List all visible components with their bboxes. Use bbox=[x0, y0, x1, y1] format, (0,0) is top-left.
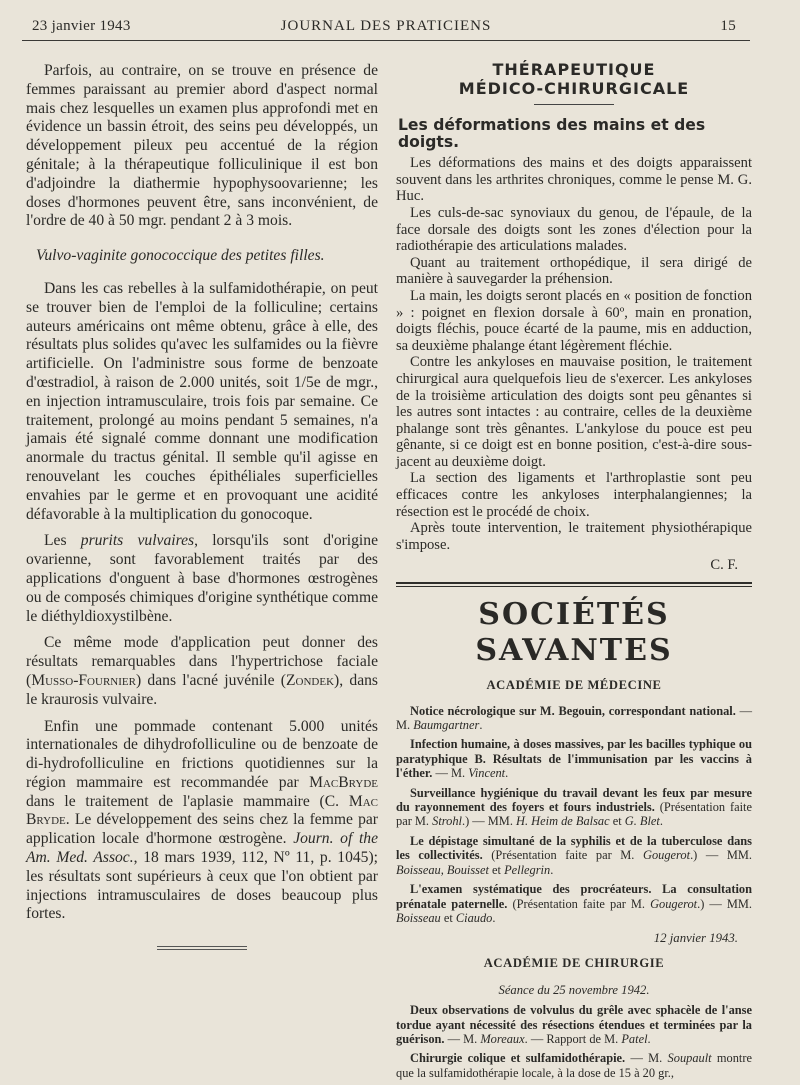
paragraph: Les prurits vulvaires, lorsqu'ils sont d'origine ovarienne, sont favorablement traités par des applications d'onguent à base d'hormones œstrogènes ou de composés chimiques d'origine synthétique comme le diéthyldioxystilbène. bbox=[26, 532, 378, 625]
header-rule bbox=[22, 40, 750, 41]
list-item: Notice nécrologique sur M. Begouin, correspondant national. — M. Baumgartner. bbox=[396, 703, 752, 733]
list-item: Infection humaine, à doses massives, par les bacilles typhique ou paratyphique B. Résultats de l'immunisation par les vaccins à l'éther. — M. Vincent. bbox=[396, 737, 752, 781]
paragraph: La main, les doigts seront placés en « position de fonction » : poignet en flexion dorsale à 60º, main en pronation, doigts fléchis, pouce écarté de la paume, mis en adduction, sa deuxième phalange étant légèrement fléchie. bbox=[396, 287, 752, 354]
article-signature: C. F. bbox=[710, 557, 738, 574]
seance-date: Séance du 25 novembre 1942. bbox=[498, 982, 650, 997]
paragraph: Parfois, au contraire, on se trouve en présence de femmes paraissant au premier abord d'aspect normal mais chez lesquelles un examen plus approfondi met en évidence un bassin étroit, des seins peu développés, un développement pileux peu accentué de la région génitale; à la thérapeutique folliculinique il est bon d'adjoindre la diathermie hypophysoovarienne; les doses d'hormones peuvent être, sans inconvénient, de l'ordre de 40 à 50 mgr. pendant 2 à 3 mois. bbox=[26, 62, 378, 230]
paragraph: Les déformations des mains et des doigts apparaissent souvent dans les arthrites chroniques, comme le pense M. G. Huc. bbox=[396, 155, 752, 205]
article-title: Les déformations des mains et des doigts. bbox=[398, 116, 706, 151]
header-date: 23 janvier 1943 bbox=[32, 18, 131, 34]
paragraph: Dans les cas rebelles à la sulfamidothérapie, on peut se trouver bien de l'emploi de la folliculine; certains auteurs américains ont même obtenu, grâce à elle, des résultats plus solides qu'avec les sulfamides ou la fièvre artificielle. On l'administre sous forme de benzoate d'œstradiol, à raison de 2.000 unités, soit 1/5e de mgr., en injection intramusculaire, trois fois par semaine. Ce traitement, prolongé au moins pendant 5 semaines, n'a jamais été signalé comme donnant une modification anormale du tractus génital. Il semble qu'il agisse en renouvelant les couches épithéliales superficielles envahies par le germe et en provoquant une acidité défavorable à la multiplication du gonocoque. bbox=[26, 279, 378, 523]
academie-medecine-heading: ACADÉMIE DE MÉDECINE bbox=[486, 678, 662, 693]
list-item: L'examen systématique des procréateurs. La consultation prénatale paternelle. (Présentation faite par M. Gougerot.) — MM. Boisseau et Ciaudo. bbox=[396, 882, 752, 925]
paragraph: Quant au traitement orthopédique, il sera dirigé de manière à sauvegarder la préhension. bbox=[396, 254, 752, 288]
list-item: Chirurgie colique et sulfamidothérapie. — M. Soupault montre que la sulfamidothérapie locale, à la dose de 15 à 20 gr., bbox=[396, 1051, 752, 1080]
subheading-vulvo-vaginite: Vulvo-vaginite gonococcique des petites filles. bbox=[36, 247, 325, 265]
paragraph: Les culs-de-sac synoviaux du genou, de l'épaule, de la face dorsale des doigts sont les zones d'élection pour la radiothérapie des articulations malades. bbox=[396, 204, 752, 255]
session-date: 12 janvier 1943. bbox=[653, 931, 738, 946]
list-item: Surveillance hygiénique du travail devant les feux par mesure du rayonnement des foyers et fours industriels. (Présentation faite par M. Strohl.) — MM. H. Heim de Balsac et G. Blet. bbox=[396, 785, 752, 829]
section-title-rule bbox=[534, 104, 614, 105]
journal-title: JOURNAL DES PRATICIENS bbox=[280, 18, 492, 34]
list-item: Le dépistage simultané de la syphilis et de la tuberculose dans les collectivités. (Présentation faite par M. Gougerot.) — MM. Boisseau, Bouisset et Pellegrin. bbox=[396, 833, 753, 877]
societes-savantes-heading: SOCIÉTÉS SAVANTES bbox=[475, 597, 673, 669]
page-number: 15 bbox=[720, 18, 736, 34]
paragraph: Contre les ankyloses en mauvaise position, le traitement chirurgical aura quelquefois lieu de s'exercer. Les ankyloses de la troisième articulation des doigts sont peu gênantes si les autres sont intactes : au contraire, celles de la deuxième phalange sont très gênantes. L'ankylose du pouce est peu gênante, si ce doigt est en bonne position, c'est-à-dire sous-jacent au deuxième doigt. bbox=[396, 354, 752, 470]
section-title: THÉRAPEUTIQUE MÉDICO-CHIRURGICALE bbox=[458, 60, 690, 98]
paragraph: Enfin une pommade contenant 5.000 unités internationales de dihydrofolliculine ou de benzoate de di-hydrofolliculine en frictions quotidiennes sur la région mammaire est recommandée par MacBryde dans le traitement de l'aplasie mammaire (C. Mac Bryde. Le développement des seins chez la femme par application locale d'hormone œstrogène. Journ. of the Am. Med. Assoc., 18 mars 1939, 112, Nº 11, p. 1045); les résultats sont supérieurs à ceux que l'on obtient par injections intramusculaires de doses beaucoup plus fortes. bbox=[26, 717, 378, 923]
left-column bbox=[26, 62, 378, 950]
list-item: Deux observations de volvulus du grêle avec sphacèle de l'anse tordue ayant nécessité des résections étendues et terminées par la guérison. — M. Moreaux. — Rapport de M. Patel. bbox=[396, 1003, 752, 1046]
paragraph: La section des ligaments et l'arthroplastie sont peu efficaces contre les ankyloses interphalangiennes; la résection est le procédé de choix. bbox=[396, 470, 752, 520]
right-column bbox=[396, 60, 752, 1085]
section-divider bbox=[396, 582, 752, 587]
page-header bbox=[22, 16, 750, 38]
academie-chirurgie-heading: ACADÉMIE DE CHIRURGIE bbox=[483, 955, 665, 970]
article-end-rule bbox=[157, 946, 247, 950]
paragraph: Ce même mode d'application peut donner des résultats remarquables dans l'hypertrichose faciale (Musso-Fournier) dans l'acné juvénile (Zondek), dans le kraurosis vulvaire. bbox=[26, 634, 378, 708]
paragraph: Après toute intervention, le traitement physiothérapique s'impose. bbox=[396, 520, 752, 553]
